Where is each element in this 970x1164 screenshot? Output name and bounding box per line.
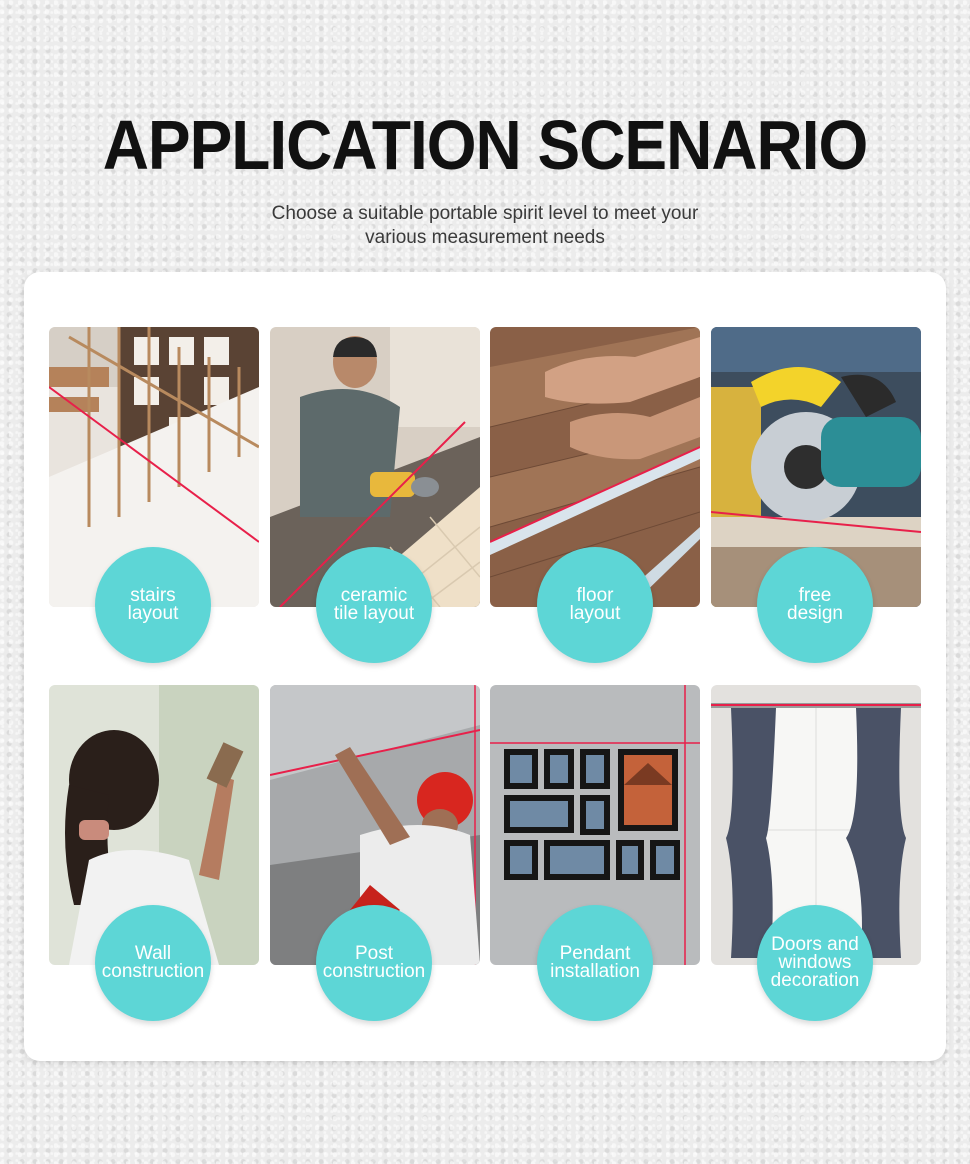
scenario-label-free: free design xyxy=(787,585,843,624)
scenario-panel xyxy=(24,272,946,1061)
subtitle-line-1: Choose a suitable portable spirit level to meet your xyxy=(271,203,699,224)
scenario-label-post: Post construction xyxy=(322,943,426,982)
scenario-label-tile: ceramic tile layout xyxy=(333,585,415,624)
scenario-badge-wall xyxy=(95,905,211,1021)
scenario-label-floor: floor layout xyxy=(569,585,621,624)
page-subtitle xyxy=(0,202,970,250)
page-title: APPLICATION SCENARIO xyxy=(102,106,868,184)
scenario-badge-tile xyxy=(316,547,432,663)
scenario-badge-doors xyxy=(757,905,873,1021)
scenario-badge-post xyxy=(316,905,432,1021)
scenario-badge-pendant xyxy=(537,905,653,1021)
subtitle-line-2: various measurement needs xyxy=(365,227,605,248)
scenario-badge-free xyxy=(757,547,873,663)
scenario-label-stairs: stairs layout xyxy=(127,585,179,624)
scenario-label-pendant: Pendant installation xyxy=(550,943,640,982)
scenario-label-doors: Doors and windows decoration xyxy=(770,934,860,991)
scenario-badge-stairs xyxy=(95,547,211,663)
scenario-label-wall: Wall construction xyxy=(101,943,205,982)
scenario-badge-floor xyxy=(537,547,653,663)
